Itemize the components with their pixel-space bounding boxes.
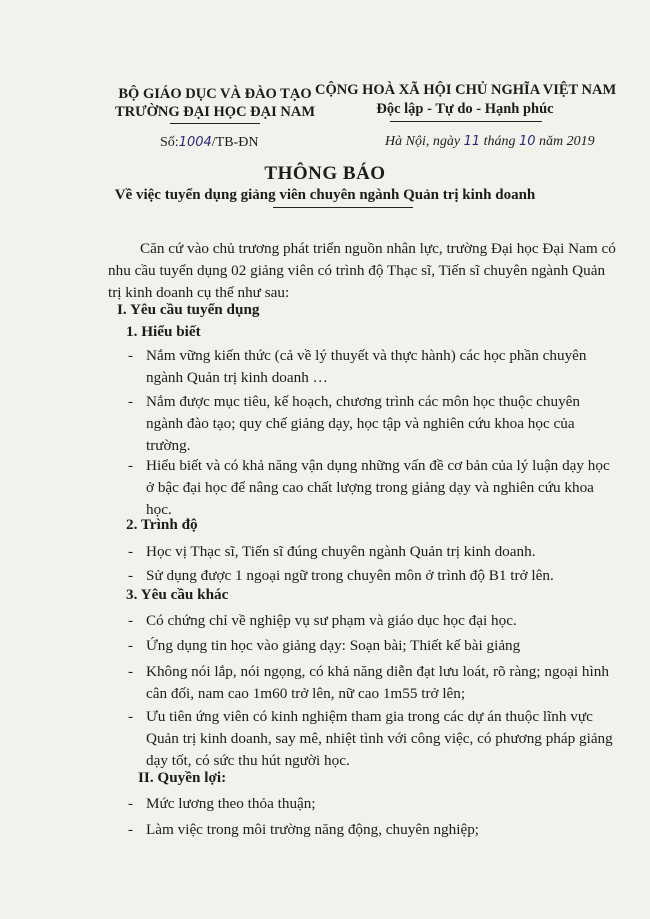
list-item: Học vị Thạc sĩ, Tiến sĩ đúng chuyên ngành Quản trị kinh doanh.	[146, 543, 536, 560]
subsection-heading-2: 2. Trình độ	[126, 516, 198, 533]
list-item: Có chứng chỉ về nghiệp vụ sư phạm và giáo dục học đại học.	[146, 612, 517, 629]
subsection-heading-1: 1. Hiểu biết	[126, 323, 201, 340]
document-date: Hà Nội, ngày 11 tháng 10 năm 2019	[385, 134, 595, 149]
list-item-dash: -	[128, 567, 134, 584]
list-item-dash: -	[128, 795, 134, 812]
list-item: Nắm được mục tiêu, kế hoạch, chương trình các môn học thuộc chuyên	[146, 393, 581, 410]
list-item: ngành đào tạo; quy chế giảng dạy, học tập và nghiên cứu khoa học của	[146, 415, 575, 432]
ministry-name: BỘ GIÁO DỤC VÀ ĐÀO TẠO	[118, 86, 312, 102]
list-item: cân đối, nam cao 1m60 trở lên, nữ cao 1m55 trở lên;	[146, 685, 466, 702]
section-heading-2: II. Quyền lợi:	[138, 769, 227, 786]
list-item-dash: -	[128, 543, 134, 560]
handwritten-month: 10	[519, 134, 536, 149]
document-number: Số:1004/TB-ĐN	[160, 135, 259, 150]
section-heading-1: I. Yêu cầu tuyển dụng	[117, 301, 260, 318]
list-item: Hiểu biết và có khả năng vận dụng những vấn đề cơ bản của lý luận dạy học	[146, 457, 610, 474]
list-item: dạy tốt, có sức thu hút người học.	[146, 752, 350, 769]
list-item: Quản trị kinh doanh, say mê, nhiệt tình với công việc, có phương pháp giảng	[146, 730, 613, 747]
list-item-dash: -	[128, 663, 134, 680]
subtitle-underline	[273, 207, 413, 208]
list-item: Nắm vững kiến thức (cả về lý thuyết và thực hành) các học phần chuyên	[146, 347, 587, 364]
motto: Độc lập - Tự do - Hạnh phúc	[376, 101, 554, 117]
list-item-dash: -	[128, 347, 134, 364]
university-name: TRƯỜNG ĐẠI HỌC ĐẠI NAM	[114, 104, 316, 120]
motto-underline	[390, 121, 542, 122]
list-item-dash: -	[128, 708, 134, 725]
list-item-dash: -	[128, 612, 134, 629]
list-item: Ứng dụng tin học vào giảng dạy: Soạn bài; Thiết kế bài giảng	[146, 637, 521, 654]
list-item: trường.	[146, 437, 191, 454]
list-item-dash: -	[128, 393, 134, 410]
intro-line-3: trị kinh doanh cụ thể như sau:	[108, 284, 290, 301]
list-item-dash: -	[128, 821, 134, 838]
list-item: Mức lương theo thỏa thuận;	[146, 795, 316, 812]
list-item: ngành Quản trị kinh doanh …	[146, 369, 328, 386]
subsection-heading-3: 3. Yêu cầu khác	[126, 586, 229, 603]
page-subtitle: Về việc tuyển dụng giảng viên chuyên ngành Quản trị kinh doanh	[114, 187, 536, 203]
list-item: Ưu tiên ứng viên có kinh nghiệm tham gia trong các dự án thuộc lĩnh vực	[146, 708, 593, 725]
list-item-dash: -	[128, 637, 134, 654]
handwritten-day: 11	[463, 134, 481, 149]
list-item: Không nói lắp, nói ngọng, có khả năng diễn đạt lưu loát, rõ ràng; ngoại hình	[146, 663, 609, 680]
list-item: Sử dụng được 1 ngoại ngữ trong chuyên môn ở trình độ B1 trở lên.	[146, 567, 554, 584]
handwritten-number: 1004	[178, 135, 212, 150]
list-item: ở bậc đại học để nâng cao chất lượng trong giảng dạy và nghiên cứu khoa	[146, 479, 594, 496]
country-name: CỘNG HOÀ XÃ HỘI CHỦ NGHĨA VIỆT NAM	[315, 82, 617, 98]
list-item: Làm việc trong môi trường năng động, chuyên nghiệp;	[146, 821, 480, 838]
page-title: THÔNG BÁO	[264, 163, 386, 184]
intro-line-2: nhu cầu tuyển dụng 02 giảng viên có trình độ Thạc sĩ, Tiến sĩ chuyên ngành Quản	[108, 262, 606, 279]
list-item: học.	[146, 501, 172, 518]
university-underline	[170, 123, 260, 124]
list-item-dash: -	[128, 457, 134, 474]
intro-line-1: Căn cứ vào chủ trương phát triển nguồn nhân lực, trường Đại học Đại Nam có	[140, 240, 616, 257]
